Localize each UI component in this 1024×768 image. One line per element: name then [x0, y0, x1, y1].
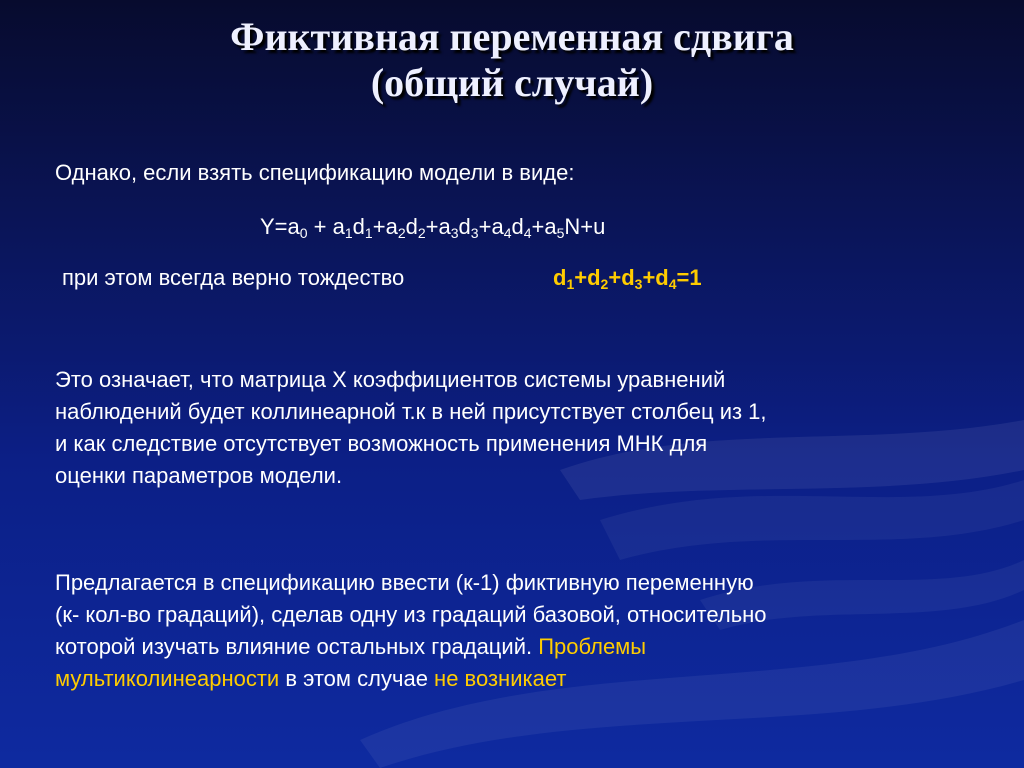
formula-part: N+u [564, 214, 606, 239]
formula-part: +a [531, 214, 557, 239]
paragraph-line: и как следствие отсутствует возможность применения МНК для [55, 431, 708, 456]
intro-text: Однако, если взять спецификацию модели в виде: [55, 160, 575, 185]
formula-subscript: 4 [503, 225, 512, 241]
formula-part: d [352, 214, 365, 239]
formula-subscript: 3 [470, 225, 479, 241]
identity-subscript: 4 [668, 276, 677, 292]
slide-title [0, 14, 1024, 106]
formula-part: +a [478, 214, 504, 239]
formula-subscript: 4 [523, 225, 532, 241]
paragraph-line: наблюдений будет коллинеарной т.к в ней присутствует столбец из 1, [55, 399, 767, 424]
paragraph-text: которой изучать влияние остальных градаций. [55, 634, 539, 659]
highlight-text: не возникает [434, 666, 567, 691]
formula-part: d [511, 214, 524, 239]
formula-part: d [458, 214, 471, 239]
formula-part: Y=a [260, 214, 300, 239]
paragraph-line: Это означает, что матрица X коэффициентов системы уравнений [55, 367, 726, 392]
highlight-text: мультиколинеарности [55, 666, 280, 691]
formula-subscript: 2 [417, 225, 426, 241]
identity-formula [553, 262, 702, 294]
identity-part: +d [574, 265, 601, 290]
formula-part: d [405, 214, 418, 239]
formula-part: +a [372, 214, 398, 239]
identity-subscript: 3 [634, 276, 643, 292]
highlight-text: Проблемы [538, 634, 647, 659]
paragraph-line [55, 663, 767, 695]
paragraph-collinearity [55, 364, 767, 492]
model-formula [260, 211, 605, 243]
formula-subscript: 1 [364, 225, 373, 241]
identity-part: d [553, 265, 567, 290]
paragraph-line [55, 631, 767, 663]
paragraph-line: Предлагается в спецификацию ввести (к-1) фиктивную переменную [55, 570, 754, 595]
formula-part: + a [307, 214, 345, 239]
identity-part: =1 [676, 265, 702, 290]
identity-subscript: 2 [600, 276, 609, 292]
paragraph-text: в этом случае [279, 666, 435, 691]
formula-subscript: 3 [450, 225, 459, 241]
formula-part: +a [425, 214, 451, 239]
identity-part: +d [642, 265, 669, 290]
paragraph-line: оценки параметров модели. [55, 463, 343, 488]
identity-subscript: 1 [566, 276, 575, 292]
formula-subscript: 1 [344, 225, 353, 241]
formula-subscript: 0 [299, 225, 308, 241]
formula-subscript: 2 [397, 225, 406, 241]
identity-text: при этом всегда верно тождество [62, 265, 405, 290]
identity-part: +d [608, 265, 635, 290]
formula-subscript: 5 [556, 225, 565, 241]
title-line-2: (общий случай) [370, 60, 654, 105]
title-line-1: Фиктивная переменная сдвига [230, 14, 794, 59]
paragraph-proposal [55, 567, 767, 695]
paragraph-line: (к- кол-во градаций), сделав одну из градаций базовой, относительно [55, 602, 767, 627]
